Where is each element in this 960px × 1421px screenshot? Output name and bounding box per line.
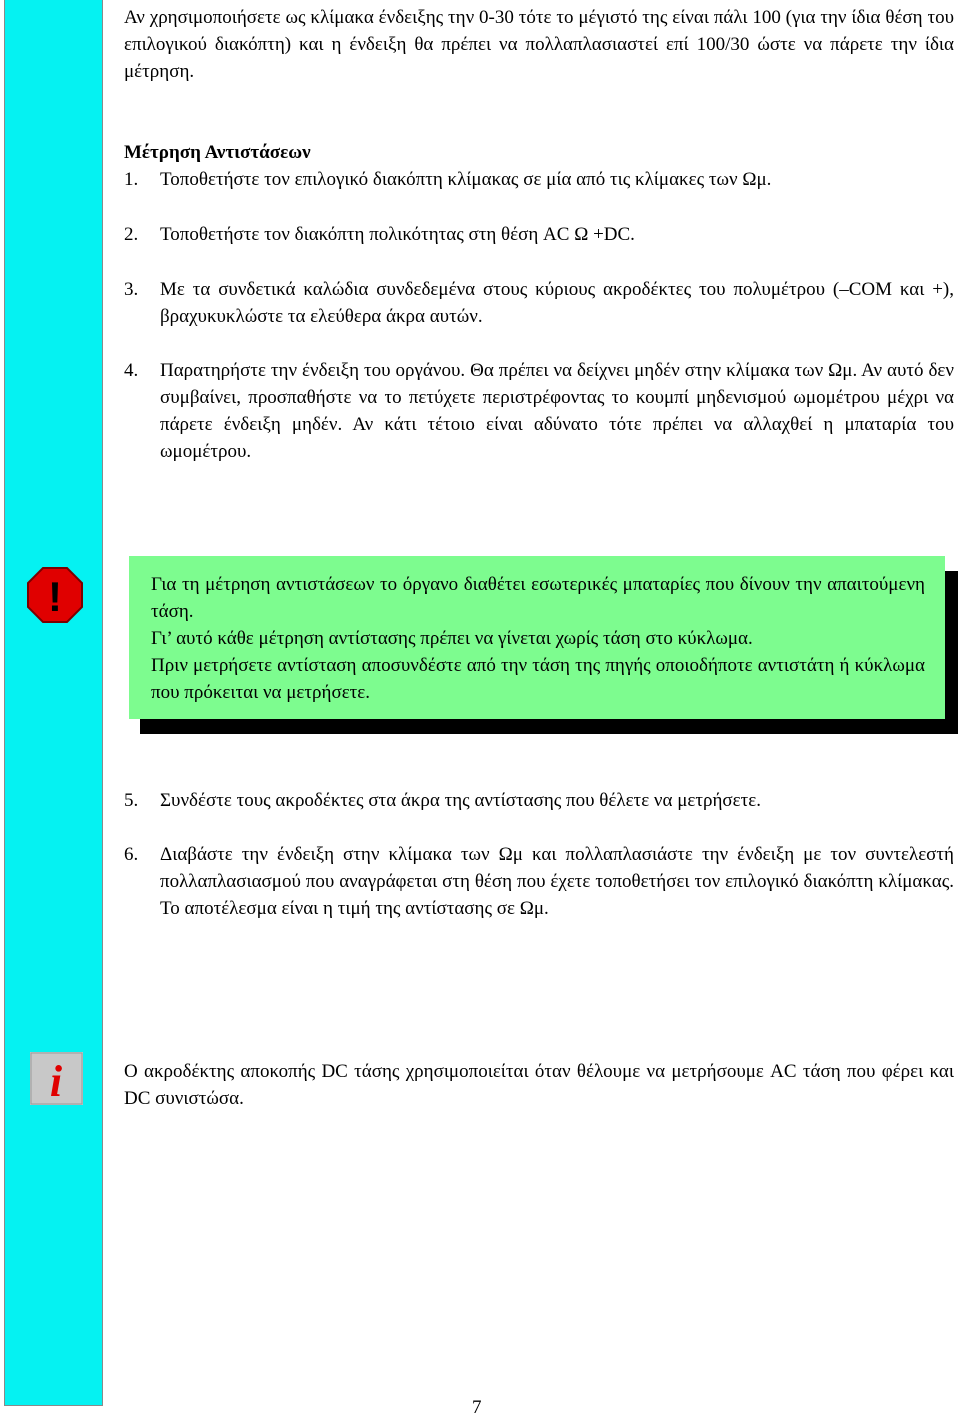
page-number: 7 xyxy=(472,1397,482,1418)
warning-stop-icon xyxy=(26,566,84,624)
list-item xyxy=(124,221,954,248)
warning-line: Πριν μετρήσετε αντίσταση αποσυνδέστε από την τάση της πηγής οποιοδήποτε αντιστάτη ή κύκλωμα που πρόκειται να μετρήσετε. xyxy=(151,655,925,703)
intro-paragraph: Αν χρησιμοποιήσετε ως κλίμακα ένδειξης την 0-30 τότε το μέγιστό της είναι πάλι 100 (για την ίδια θέση του επιλογικού διακόπτη) και η ένδειξη θα πρέπει να πολλαπλασιαστεί επί 100/30 ώστε να πάρετε την ίδια μέτρηση. xyxy=(124,7,954,82)
step-text: Τοποθετήστε τον επιλογικό διακόπτη κλίμακας σε μία από τις κλίμακες των Ωμ. xyxy=(160,169,772,190)
step-number: 6. xyxy=(124,844,139,865)
list-item xyxy=(124,787,954,814)
info-glyph: i xyxy=(49,1057,63,1105)
warning-line: Για τη μέτρηση αντιστάσεων το όργανο διαθέτει εσωτερικές μπαταρίες που δίνουν την απαιτούμενη τάση. xyxy=(151,574,925,622)
info-icon xyxy=(30,1052,83,1105)
list-item xyxy=(124,841,954,922)
list-item xyxy=(124,357,954,465)
step-number: 4. xyxy=(124,360,139,381)
step-text: Συνδέστε τους ακροδέκτες στα άκρα της αντίστασης που θέλετε να μετρήσετε. xyxy=(160,790,762,811)
list-item xyxy=(124,166,954,193)
step-number: 5. xyxy=(124,790,139,811)
step-number: 1. xyxy=(124,169,139,190)
warning-callout xyxy=(129,556,945,719)
step-number: 3. xyxy=(124,279,139,300)
list-item xyxy=(124,276,954,330)
side-margin-bar xyxy=(4,0,103,1406)
step-text: Διαβάστε την ένδειξη στην κλίμακα των Ωμ και πολλαπλασιάστε την ένδειξη με τον συντελεστή πολλαπλασιασμού που αναγράφεται στη θέση που έχετε τοποθετήσει τον επιλογικό διακόπτη κλίμακας. Το αποτέλεσμα είναι η τιμή της αντίστασης σε Ωμ. xyxy=(160,844,954,919)
warning-line: Γι’ αυτό κάθε μέτρηση αντίστασης πρέπει να γίνεται χωρίς τάση στο κύκλωμα. xyxy=(151,628,753,649)
info-note: Ο ακροδέκτης αποκοπής DC τάσης χρησιμοποιείται όταν θέλουμε να μετρήσουμε AC τάση που φέρει και DC συνιστώσα. xyxy=(124,1061,954,1109)
step-text: Τοποθετήστε τον διακόπτη πολικότητας στη θέση AC Ω +DC. xyxy=(160,224,635,245)
section-heading: Μέτρηση Αντιστάσεων xyxy=(124,142,311,163)
step-text: Με τα συνδετικά καλώδια συνδεδεμένα στους κύριους ακροδέκτες του πολυμέτρου (–COM και +), βραχυκυκλώστε τα ελεύθερα άκρα αυτών. xyxy=(160,279,954,327)
step-number: 2. xyxy=(124,224,139,245)
step-text: Παρατηρήστε την ένδειξη του οργάνου. Θα πρέπει να δείχνει μηδέν στην κλίμακα των Ωμ. Αν αυτό δεν συμβαίνει, προσπαθήστε να το πετύχετε περιστρέφοντας το κουμπί μηδενισμού ωμομέτρου μέχρι να πάρετε ένδειξη μηδέν. Αν κάτι τέτοιο είναι αδύνατο τότε πρέπει να αλλαχθεί η μπαταρία του ωμομέτρου. xyxy=(160,360,954,462)
warning-glyph: ! xyxy=(48,573,62,620)
